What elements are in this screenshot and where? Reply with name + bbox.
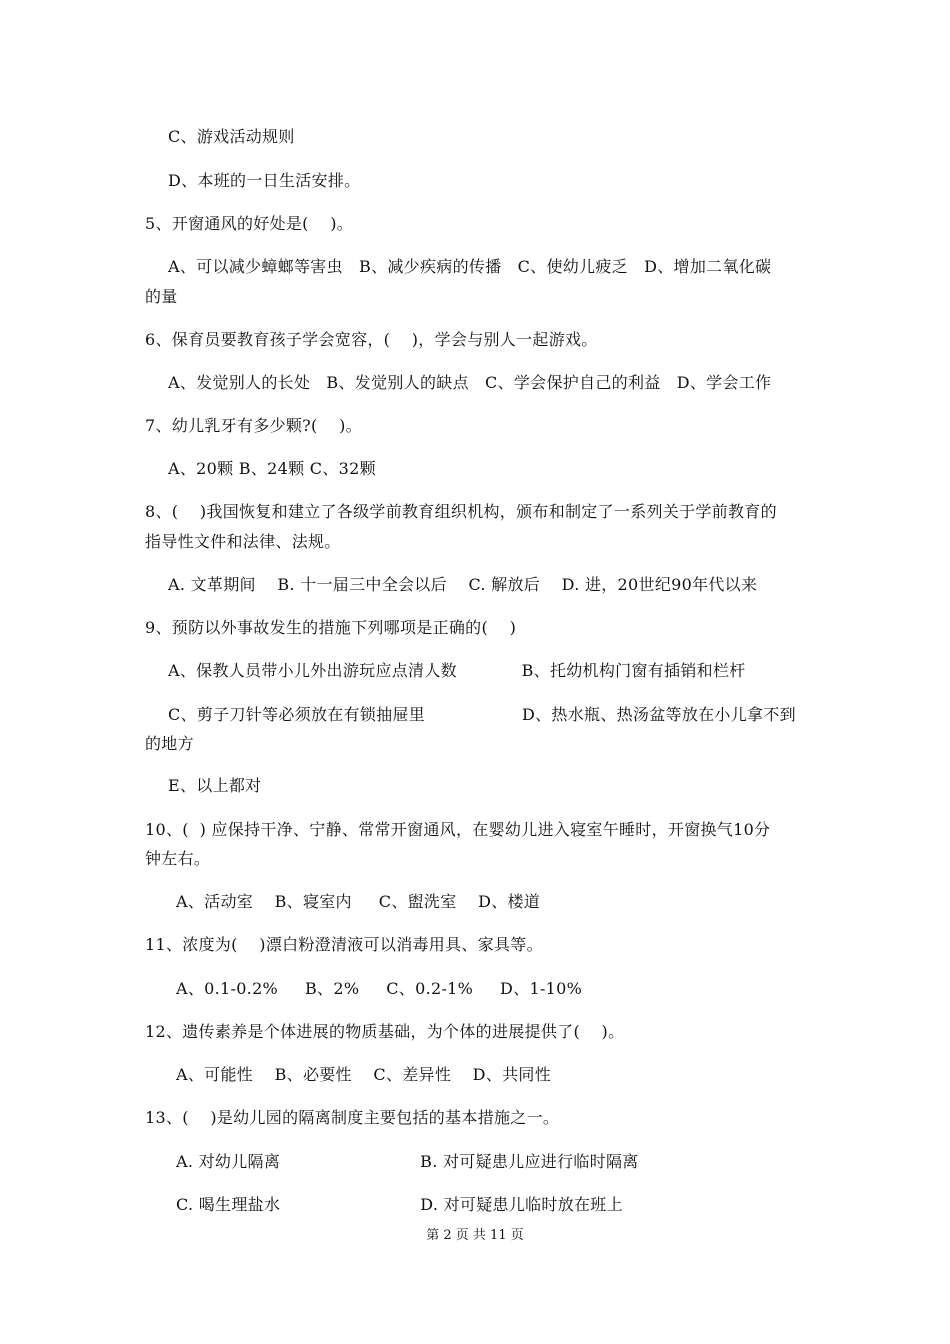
q4-option-d: D、本班的一日生活安排。 bbox=[168, 171, 361, 190]
q5-options-cont: 的量 bbox=[145, 287, 178, 306]
question-8: 8、( )我国恢复和建立了各级学前教育组织机构，颁布和制定了一系列关于学前教育的 bbox=[145, 502, 777, 521]
q9-options-cd-cont: 的地方 bbox=[145, 734, 194, 753]
q10-options: A、活动室 B、寝室内 C、盥洗室 D、楼道 bbox=[176, 892, 541, 911]
question-8-cont: 指导性文件和法律、法规。 bbox=[145, 532, 341, 551]
q13-options-ab: A. 对幼儿隔离 B. 对可疑患儿应进行临时隔离 bbox=[176, 1152, 639, 1171]
question-11: 11、浓度为( )漂白粉澄清液可以消毒用具、家具等。 bbox=[145, 935, 543, 954]
page-footer: 第 2 页 共 11 页 bbox=[426, 1228, 524, 1243]
q9-options-cd: C、剪子刀针等必须放在有锁抽屉里 D、热水瓶、热汤盆等放在小儿拿不到 bbox=[168, 705, 796, 724]
q6-options: A、发觉别人的长处 B、发觉别人的缺点 C、学会保护自己的利益 D、学会工作 bbox=[168, 373, 772, 392]
question-5: 5、开窗通风的好处是( )。 bbox=[145, 214, 354, 233]
question-9: 9、预防以外事故发生的措施下列哪项是正确的( ) bbox=[145, 618, 517, 637]
q11-options: A、0.1-0.2% B、2% C、0.2-1% D、1-10% bbox=[176, 979, 583, 998]
question-10-cont: 钟左右。 bbox=[145, 849, 211, 868]
question-6: 6、保育员要教育孩子学会宽容，( )，学会与别人一起游戏。 bbox=[145, 330, 598, 349]
q9-option-e: E、以上都对 bbox=[168, 776, 262, 795]
question-7: 7、幼儿乳牙有多少颗?( )。 bbox=[145, 416, 362, 435]
q9-options-ab: A、保教人员带小儿外出游玩应点清人数 B、托幼机构门窗有插销和栏杆 bbox=[168, 661, 746, 680]
q8-options: A. 文革期间 B. 十一届三中全会以后 C. 解放后 D. 进，20世纪90年代以来 bbox=[168, 575, 758, 594]
question-12: 12、遗传素养是个体进展的物质基础，为个体的进展提供了( )。 bbox=[145, 1022, 625, 1041]
q4-option-c: C、游戏活动规则 bbox=[168, 127, 295, 146]
question-13: 13、( )是幼儿园的隔离制度主要包括的基本措施之一。 bbox=[145, 1108, 560, 1127]
q7-options: A、20颗 B、24颗 C、32颗 bbox=[168, 459, 376, 478]
q13-options-cd: C. 喝生理盐水 D. 对可疑患儿临时放在班上 bbox=[176, 1195, 623, 1214]
question-10: 10、( ) 应保持干净、宁静、常常开窗通风，在婴幼儿进入寝室午睡时，开窗换气10分 bbox=[145, 820, 771, 839]
q12-options: A、可能性 B、必要性 C、差异性 D、共同性 bbox=[176, 1065, 552, 1084]
q5-options: A、可以减少蟑螂等害虫 B、减少疾病的传播 C、使幼儿疲乏 D、增加二氧化碳 bbox=[168, 257, 772, 276]
